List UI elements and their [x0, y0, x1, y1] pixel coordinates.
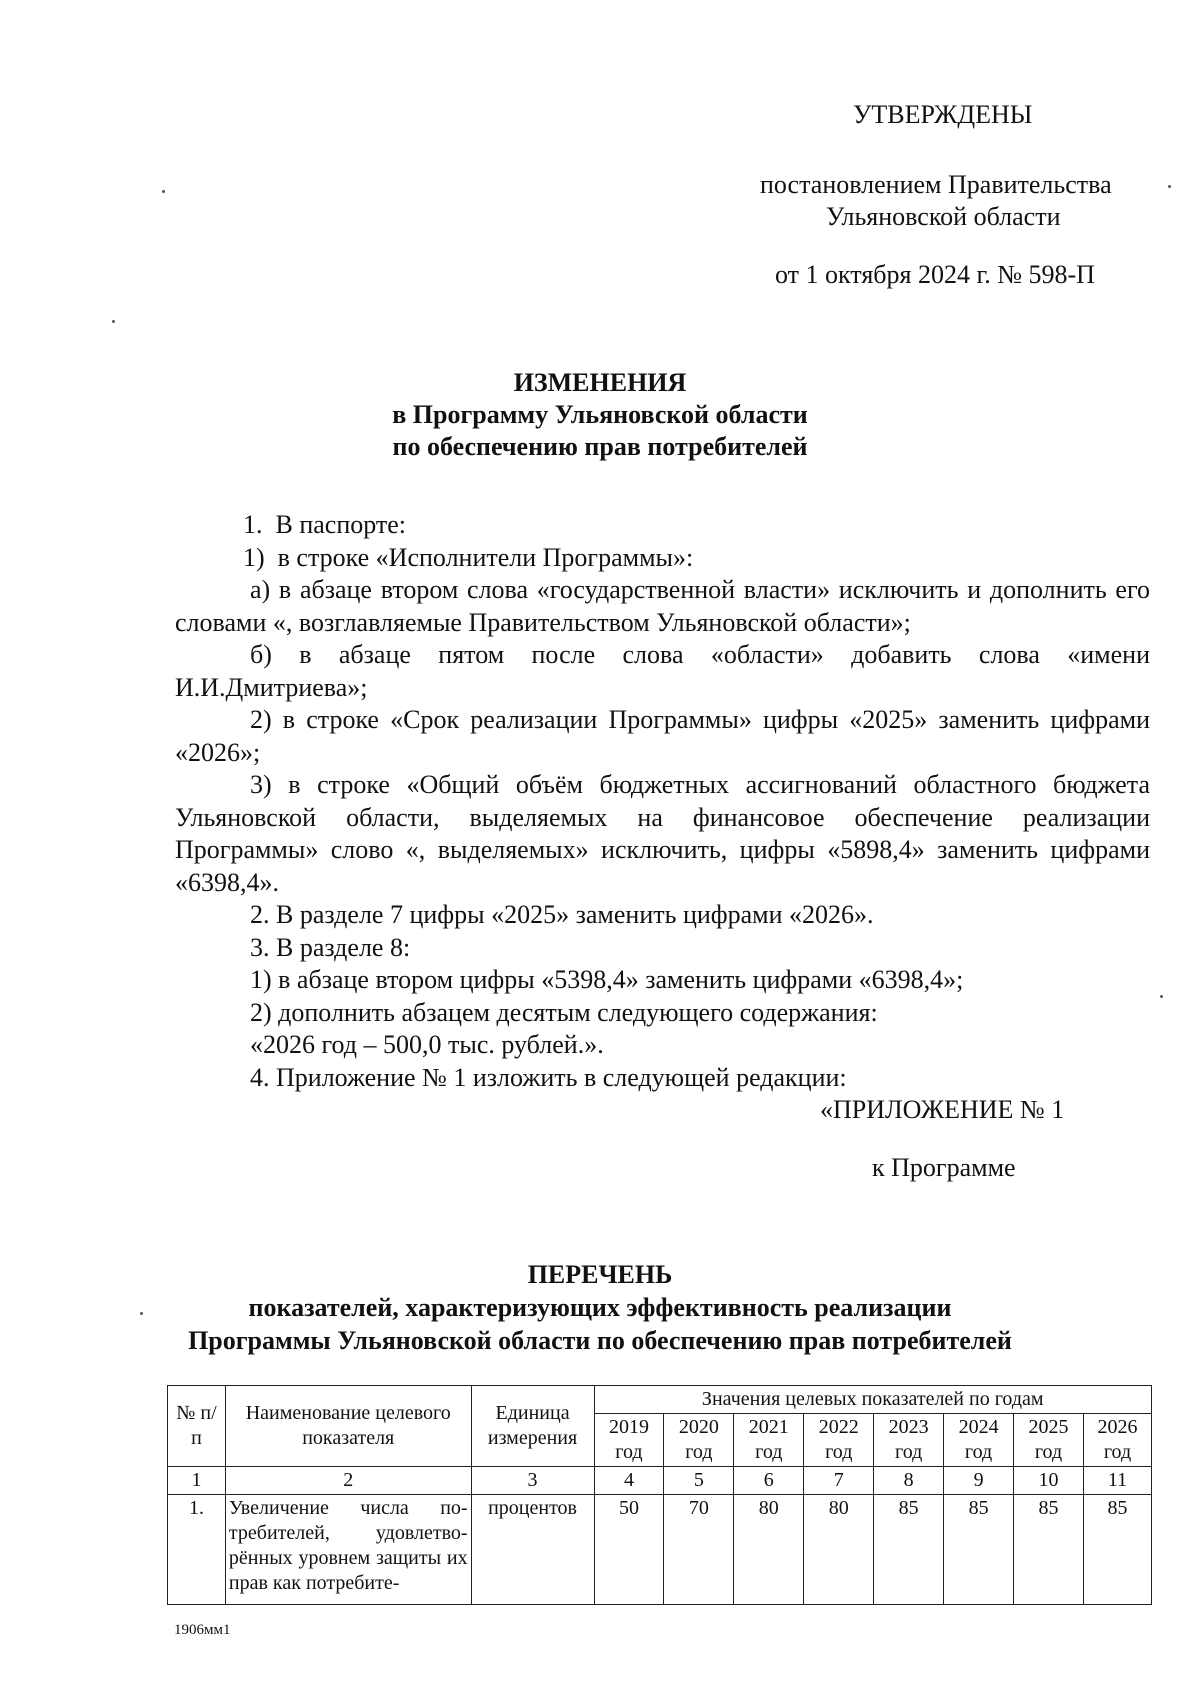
- paragraph: 3. В разделе 8:: [250, 932, 411, 962]
- colnum-cell: 8: [874, 1467, 944, 1495]
- row-value: 85: [1014, 1495, 1084, 1605]
- header-unit: Единица измерения: [471, 1386, 594, 1467]
- paragraph: 1) в строке «Исполнители Программы»:: [243, 542, 694, 572]
- colnum-cell: 9: [944, 1467, 1014, 1495]
- paragraph: 3) в строке «Общий объём бюджетных ассигнований областного бюджета Ульяновской области, выделяемых на финансовое обеспечение реализации Программы» слово «, выделяемых» исключить, цифры «5898,4» заменить цифрами «6398,4».: [175, 770, 1150, 897]
- row-num: 1.: [168, 1495, 226, 1605]
- colnum-cell: 10: [1014, 1467, 1084, 1495]
- header-year: 2021 год: [734, 1414, 804, 1467]
- paragraph: 1. В паспорте:: [243, 510, 407, 539]
- header-year: 2024 год: [944, 1414, 1014, 1467]
- header-year: 2020 год: [664, 1414, 734, 1467]
- appendix-line2: к Программе: [872, 1153, 1016, 1182]
- scan-speck: [162, 190, 165, 193]
- scan-speck: [1168, 185, 1171, 188]
- document-body: [175, 509, 1150, 1094]
- table-row: [168, 1495, 1152, 1605]
- list-heading-line1: ПЕРЕЧЕНЬ: [527, 1260, 673, 1289]
- scan-speck: [112, 320, 115, 323]
- row-name: Увеличение числа по-требителей, удовлетво-рённых уровнем защиты их прав как потребите-: [225, 1495, 471, 1605]
- row-unit: процентов: [471, 1495, 594, 1605]
- row-value: 85: [874, 1495, 944, 1605]
- header-year: 2026 год: [1083, 1414, 1151, 1467]
- table-colnum-row: [168, 1467, 1152, 1495]
- paragraph: б) в абзаце пятом после слова «области» добавить слова «имени И.И.Дмитриева»;: [175, 640, 1150, 702]
- header-num: № п/п: [168, 1386, 226, 1467]
- heading-line3: по обеспечению прав потребителей: [392, 432, 808, 461]
- paragraph: а) в абзаце втором слова «государственной власти» исключить и дополнить его словами «, возглавляемые Правительством Ульяновской области»;: [175, 575, 1150, 637]
- appendix-label: [820, 1095, 1065, 1182]
- colnum-cell: 6: [734, 1467, 804, 1495]
- heading-line2: в Программу Ульяновской области: [392, 400, 808, 429]
- scan-speck: [140, 1312, 143, 1315]
- colnum-cell: 2: [225, 1467, 471, 1495]
- header-year: 2019 год: [594, 1414, 664, 1467]
- paragraph: «2026 год – 500,0 тыс. рублей.».: [250, 1030, 604, 1059]
- row-value: 85: [1083, 1495, 1151, 1605]
- header-name: Наименование целевого показателя: [225, 1386, 471, 1467]
- row-value: 80: [804, 1495, 874, 1605]
- colnum-cell: 5: [664, 1467, 734, 1495]
- header-year: 2025 год: [1014, 1414, 1084, 1467]
- colnum-cell: 1: [168, 1467, 226, 1495]
- approval-title: УТВЕРЖДЕНЫ: [853, 100, 1033, 129]
- colnum-cell: 4: [594, 1467, 664, 1495]
- indicators-table: [167, 1385, 1152, 1605]
- approval-by-line1: постановлением Правительства: [760, 170, 1112, 199]
- document-heading: [150, 367, 1050, 463]
- appendix-line1: «ПРИЛОЖЕНИЕ № 1: [820, 1095, 1065, 1124]
- approval-by-line2: Ульяновской области: [826, 202, 1061, 231]
- paragraph: 2) дополнить абзацем десятым следующего содержания:: [250, 997, 878, 1027]
- row-value: 50: [594, 1495, 664, 1605]
- heading-line1: ИЗМЕНЕНИЯ: [513, 368, 687, 397]
- row-value: 80: [734, 1495, 804, 1605]
- paragraph: 1) в абзаце втором цифры «5398,4» заменить цифрами «6398,4»;: [250, 965, 964, 994]
- paragraph: 2. В разделе 7 цифры «2025» заменить цифрами «2026».: [250, 900, 874, 929]
- header-year: 2023 год: [874, 1414, 944, 1467]
- paragraph: 2) в строке «Срок реализации Программы» цифры «2025» заменить цифрами «2026»;: [175, 705, 1150, 767]
- header-values: Значения целевых показателей по годам: [594, 1386, 1152, 1414]
- colnum-cell: 7: [804, 1467, 874, 1495]
- colnum-cell: 11: [1083, 1467, 1151, 1495]
- header-year: 2022 год: [804, 1414, 874, 1467]
- paragraph: 4. Приложение № 1 изложить в следующей редакции:: [250, 1062, 847, 1092]
- list-heading-line2: показателей, характеризующих эффективность реализации: [248, 1293, 952, 1322]
- list-heading-line3: Программы Ульяновской области по обеспечению прав потребителей: [188, 1326, 1012, 1355]
- footer-code: 1906мм1: [174, 1622, 231, 1638]
- list-heading: [150, 1258, 1050, 1357]
- approval-date: от 1 октября 2024 г. № 598-П: [775, 260, 1095, 289]
- colnum-cell: 3: [471, 1467, 594, 1495]
- row-value: 85: [944, 1495, 1014, 1605]
- scan-speck: [1160, 995, 1163, 998]
- table-header-row: [168, 1386, 1152, 1414]
- row-value: 70: [664, 1495, 734, 1605]
